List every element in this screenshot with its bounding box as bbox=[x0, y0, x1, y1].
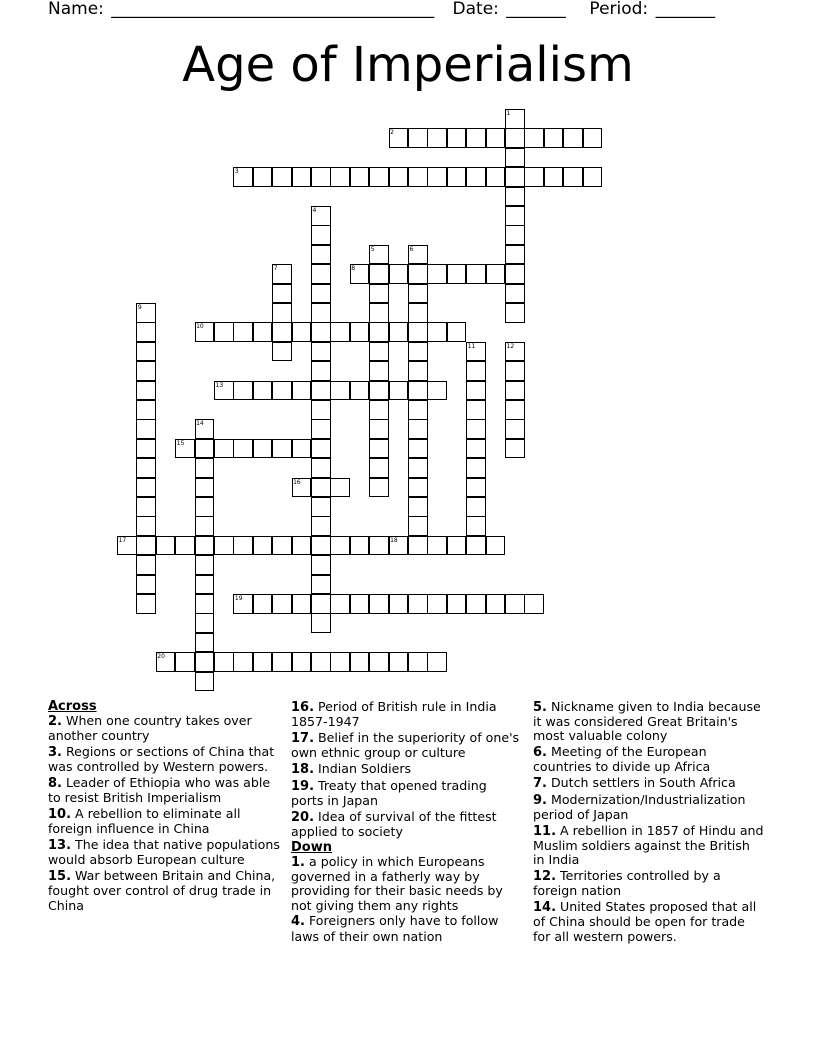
grid-cell[interactable] bbox=[466, 594, 486, 614]
grid-cell[interactable] bbox=[253, 381, 273, 401]
grid-cell[interactable] bbox=[136, 439, 156, 459]
grid-cell[interactable] bbox=[447, 128, 467, 148]
grid-cell[interactable] bbox=[136, 361, 156, 381]
grid-cell[interactable] bbox=[292, 322, 312, 342]
grid-cell[interactable] bbox=[311, 264, 331, 284]
grid-cell[interactable] bbox=[214, 536, 234, 556]
clue-number: 18. bbox=[291, 762, 315, 777]
grid-cell[interactable] bbox=[330, 478, 350, 498]
grid-cell[interactable] bbox=[408, 419, 428, 439]
grid-cell[interactable] bbox=[253, 594, 273, 614]
grid-cell[interactable] bbox=[330, 381, 350, 401]
grid-cell[interactable] bbox=[408, 128, 428, 148]
grid-cell[interactable] bbox=[369, 439, 389, 459]
grid-cell[interactable] bbox=[350, 536, 370, 556]
grid-cell[interactable] bbox=[156, 536, 176, 556]
grid-cell[interactable] bbox=[389, 594, 409, 614]
clue-item bbox=[48, 714, 280, 743]
grid-cell[interactable] bbox=[408, 536, 428, 556]
clue-item bbox=[48, 838, 280, 867]
clue-number: 19. bbox=[291, 778, 315, 794]
clue-number-12: 12 bbox=[506, 342, 515, 350]
grid-cell[interactable] bbox=[408, 167, 428, 187]
grid-cell[interactable] bbox=[486, 128, 506, 148]
grid-cell[interactable] bbox=[311, 245, 331, 265]
grid-cell[interactable] bbox=[311, 167, 331, 187]
clue-number: 4. bbox=[291, 914, 305, 930]
clue-text: a policy in which Europeans governed in a fatherly way by providing for their basic needs by not giving them any rights bbox=[291, 854, 503, 913]
clue-text: Territories controlled by a foreign nation bbox=[533, 868, 721, 899]
grid-cell[interactable] bbox=[389, 381, 409, 401]
clue-number-16: 16 bbox=[293, 478, 301, 486]
grid-cell[interactable] bbox=[311, 478, 331, 498]
clue-text: Modernization/Industrialization period of Japan bbox=[533, 792, 746, 823]
grid-cell[interactable] bbox=[505, 225, 525, 245]
grid-cell[interactable] bbox=[427, 652, 447, 672]
clue-text: A rebellion to eliminate all foreign influence in China bbox=[48, 806, 241, 837]
clue-text: The idea that native populations would absorb European culture bbox=[48, 837, 280, 868]
grid-cell[interactable] bbox=[136, 516, 156, 536]
grid-cell[interactable] bbox=[311, 497, 331, 517]
grid-cell[interactable] bbox=[505, 128, 525, 148]
grid-cell[interactable] bbox=[311, 303, 331, 323]
grid-cell[interactable] bbox=[408, 284, 428, 304]
clue-number: 1. bbox=[291, 855, 305, 870]
grid-cell[interactable] bbox=[427, 594, 447, 614]
grid-cell[interactable] bbox=[408, 497, 428, 517]
grid-cell[interactable] bbox=[292, 381, 312, 401]
grid-cell[interactable] bbox=[272, 303, 292, 323]
grid-cell[interactable] bbox=[195, 672, 215, 692]
grid-cell[interactable] bbox=[292, 652, 312, 672]
grid-cell[interactable] bbox=[136, 419, 156, 439]
clue-number: 13. bbox=[48, 838, 72, 854]
grid-cell[interactable] bbox=[330, 594, 350, 614]
grid-cell[interactable] bbox=[214, 652, 234, 672]
clue-number: 20. bbox=[291, 809, 315, 825]
grid-cell[interactable] bbox=[233, 322, 253, 342]
grid-cell[interactable] bbox=[466, 478, 486, 498]
grid-cell[interactable] bbox=[369, 419, 389, 439]
clue-item bbox=[291, 700, 523, 729]
grid-cell[interactable] bbox=[505, 245, 525, 265]
clue-text: United States proposed that all of China should be open for trade for all western powers. bbox=[533, 899, 757, 944]
grid-cell[interactable] bbox=[253, 167, 273, 187]
clue-number: 6. bbox=[533, 745, 547, 761]
grid-cell[interactable] bbox=[195, 497, 215, 517]
clue-item bbox=[533, 900, 765, 944]
grid-cell[interactable] bbox=[369, 536, 389, 556]
clue-item bbox=[291, 779, 523, 808]
clue-number: 3. bbox=[48, 745, 62, 761]
grid-cell[interactable] bbox=[214, 439, 234, 459]
grid-cell[interactable] bbox=[408, 400, 428, 420]
clue-number: 15. bbox=[48, 869, 72, 885]
grid-cell[interactable] bbox=[389, 652, 409, 672]
clue-number-13: 13 bbox=[215, 381, 224, 389]
grid-cell[interactable] bbox=[466, 361, 486, 381]
clue-text: War between Britain and China, fought over control of drug trade in China bbox=[48, 868, 276, 913]
clue-item bbox=[291, 914, 523, 943]
clue-number: 2. bbox=[48, 714, 62, 730]
clue-text: Regions or sections of China that was controlled by Western powers. bbox=[48, 744, 275, 775]
grid-cell[interactable] bbox=[369, 478, 389, 498]
clue-item bbox=[291, 855, 523, 913]
grid-cell[interactable] bbox=[544, 167, 564, 187]
clue-number: 8. bbox=[48, 776, 62, 792]
grid-cell[interactable] bbox=[311, 594, 331, 614]
grid-cell[interactable] bbox=[311, 575, 331, 595]
grid-cell[interactable] bbox=[272, 381, 292, 401]
grid-cell[interactable] bbox=[505, 148, 525, 168]
clue-text: A rebellion in 1857 of Hindu and Muslim soldiers against the British in India bbox=[533, 823, 764, 868]
clue-number-10: 10 bbox=[196, 323, 204, 331]
clue-number-9: 9 bbox=[137, 304, 142, 311]
grid-cell[interactable] bbox=[369, 400, 389, 420]
grid-cell[interactable] bbox=[311, 439, 331, 459]
grid-cell[interactable] bbox=[311, 458, 331, 478]
grid-cell[interactable] bbox=[505, 400, 525, 420]
grid-cell[interactable] bbox=[486, 536, 506, 556]
clue-item bbox=[533, 745, 765, 774]
grid-cell[interactable] bbox=[136, 575, 156, 595]
clue-number-6: 6 bbox=[409, 245, 414, 253]
clue-number: 5. bbox=[533, 700, 547, 715]
grid-cell[interactable] bbox=[350, 167, 370, 187]
grid-cell[interactable] bbox=[427, 128, 447, 148]
clue-text: Foreigners only have to follow laws of their own nation bbox=[291, 913, 499, 944]
clue-item bbox=[48, 807, 280, 836]
grid-cell[interactable] bbox=[136, 381, 156, 401]
grid-cell[interactable] bbox=[272, 536, 292, 556]
grid-cell[interactable] bbox=[369, 458, 389, 478]
grid-cell[interactable] bbox=[408, 594, 428, 614]
clue-text: Meeting of the European countries to divide up Africa bbox=[533, 744, 711, 775]
grid-cell[interactable] bbox=[253, 322, 273, 342]
grid-cell[interactable] bbox=[583, 167, 603, 187]
clue-number-19: 19 bbox=[234, 595, 243, 602]
grid-cell[interactable] bbox=[311, 536, 331, 556]
period-field[interactable]: _______ bbox=[655, 0, 716, 19]
clues-column-3 bbox=[533, 700, 765, 945]
clue-number-2: 2 bbox=[390, 129, 394, 137]
clue-item bbox=[533, 700, 765, 744]
grid-cell[interactable] bbox=[311, 652, 331, 672]
date-label: Date: bbox=[452, 0, 499, 19]
grid-cell[interactable] bbox=[253, 536, 273, 556]
clue-item bbox=[291, 762, 523, 777]
clue-number-18: 18 bbox=[390, 536, 398, 544]
grid-cell[interactable] bbox=[272, 284, 292, 304]
grid-cell[interactable] bbox=[369, 284, 389, 304]
grid-cell[interactable] bbox=[136, 458, 156, 478]
grid-cell[interactable] bbox=[233, 652, 253, 672]
grid-cell[interactable] bbox=[544, 128, 564, 148]
grid-cell[interactable] bbox=[447, 594, 467, 614]
grid-cell[interactable] bbox=[195, 536, 215, 556]
clue-number-15: 15 bbox=[176, 439, 185, 447]
clue-number-3: 3 bbox=[234, 168, 239, 176]
clue-number: 11. bbox=[533, 824, 557, 839]
clue-number-5: 5 bbox=[370, 245, 375, 253]
grid-cell[interactable] bbox=[311, 419, 331, 439]
grid-cell[interactable] bbox=[408, 516, 428, 536]
grid-cell[interactable] bbox=[214, 322, 234, 342]
period-label: Period: bbox=[589, 0, 649, 19]
grid-cell[interactable] bbox=[505, 187, 525, 207]
grid-cell[interactable] bbox=[524, 128, 544, 148]
grid-cell[interactable] bbox=[330, 536, 350, 556]
grid-cell[interactable] bbox=[408, 458, 428, 478]
clue-text: When one country takes over another country bbox=[48, 713, 252, 744]
clue-text: Dutch settlers in South Africa bbox=[546, 775, 736, 791]
grid-cell[interactable] bbox=[466, 439, 486, 459]
clue-text: Nickname given to India because it was considered Great Britain's most valuable colony bbox=[533, 699, 761, 744]
clue-text: Idea of survival of the fittest applied to society bbox=[291, 808, 497, 839]
grid-cell[interactable] bbox=[408, 303, 428, 323]
grid-cell[interactable] bbox=[369, 381, 389, 401]
grid-cell[interactable] bbox=[505, 264, 525, 284]
grid-cell[interactable] bbox=[447, 322, 467, 342]
grid-cell[interactable] bbox=[272, 167, 292, 187]
grid-cell[interactable] bbox=[350, 381, 370, 401]
grid-cell[interactable] bbox=[408, 322, 428, 342]
grid-cell[interactable] bbox=[408, 439, 428, 459]
grid-cell[interactable] bbox=[408, 264, 428, 284]
grid-cell[interactable] bbox=[466, 264, 486, 284]
clue-number-1: 1 bbox=[506, 110, 511, 117]
grid-cell[interactable] bbox=[311, 322, 331, 342]
clue-number: 12. bbox=[533, 869, 557, 885]
grid-cell[interactable] bbox=[505, 419, 525, 439]
clue-number: 16. bbox=[291, 700, 315, 715]
grid-cell[interactable] bbox=[330, 322, 350, 342]
date-field[interactable]: _______ bbox=[506, 0, 566, 19]
clue-item bbox=[533, 793, 765, 822]
grid-cell[interactable] bbox=[350, 322, 370, 342]
grid-cell[interactable] bbox=[486, 594, 506, 614]
grid-cell[interactable] bbox=[427, 536, 447, 556]
grid-cell[interactable] bbox=[292, 167, 312, 187]
grid-cell[interactable] bbox=[136, 400, 156, 420]
clue-number: 14. bbox=[533, 900, 557, 916]
grid-cell[interactable] bbox=[466, 128, 486, 148]
name-field[interactable]: ______________________________________ bbox=[111, 0, 435, 19]
grid-cell[interactable] bbox=[233, 536, 253, 556]
clue-item bbox=[291, 731, 523, 760]
grid-cell[interactable] bbox=[253, 652, 273, 672]
grid-cell[interactable] bbox=[505, 284, 525, 304]
grid-cell[interactable] bbox=[563, 128, 583, 148]
page-title: Age of Imperialism bbox=[182, 37, 634, 93]
grid-cell[interactable] bbox=[408, 381, 428, 401]
grid-cell[interactable] bbox=[466, 497, 486, 517]
grid-cell[interactable] bbox=[195, 439, 215, 459]
clue-number: 10. bbox=[48, 807, 72, 823]
clue-item bbox=[48, 869, 280, 913]
grid-cell[interactable] bbox=[427, 381, 447, 401]
grid-cell[interactable] bbox=[563, 167, 583, 187]
clue-text: Leader of Ethiopia who was able to resist British Imperialism bbox=[48, 775, 271, 806]
grid-cell[interactable] bbox=[427, 167, 447, 187]
grid-cell[interactable] bbox=[330, 652, 350, 672]
grid-cell[interactable] bbox=[195, 594, 215, 614]
grid-cell[interactable] bbox=[272, 322, 292, 342]
grid-cell[interactable] bbox=[292, 439, 312, 459]
clue-text: Period of British rule in India 1857-1947 bbox=[291, 699, 497, 730]
grid-cell[interactable] bbox=[253, 439, 273, 459]
grid-cell[interactable] bbox=[369, 322, 389, 342]
grid-cell[interactable] bbox=[505, 381, 525, 401]
grid-cell[interactable] bbox=[311, 361, 331, 381]
grid-cell[interactable] bbox=[195, 458, 215, 478]
down-heading: Down bbox=[291, 839, 332, 855]
clue-number: 17. bbox=[291, 731, 315, 746]
grid-cell[interactable] bbox=[272, 594, 292, 614]
grid-cell[interactable] bbox=[427, 264, 447, 284]
clue-text: Belief in the superiority of one's own ethnic group or culture bbox=[291, 730, 520, 761]
grid-cell[interactable] bbox=[505, 303, 525, 323]
grid-cell[interactable] bbox=[311, 225, 331, 245]
grid-cell[interactable] bbox=[330, 167, 350, 187]
grid-cell[interactable] bbox=[136, 497, 156, 517]
clue-number-20: 20 bbox=[157, 653, 165, 661]
grid-cell[interactable] bbox=[195, 652, 215, 672]
grid-cell[interactable] bbox=[408, 652, 428, 672]
grid-cell[interactable] bbox=[136, 478, 156, 498]
grid-cell[interactable] bbox=[136, 555, 156, 575]
grid-cell[interactable] bbox=[136, 342, 156, 362]
grid-cell[interactable] bbox=[369, 361, 389, 381]
across-heading: Across bbox=[48, 699, 97, 714]
grid-cell[interactable] bbox=[389, 322, 409, 342]
grid-cell[interactable] bbox=[369, 167, 389, 187]
clue-number: 7. bbox=[533, 776, 547, 792]
grid-cell[interactable] bbox=[447, 264, 467, 284]
grid-cell[interactable] bbox=[505, 361, 525, 381]
grid-cell[interactable] bbox=[408, 342, 428, 362]
grid-cell[interactable] bbox=[369, 652, 389, 672]
grid-cell[interactable] bbox=[233, 381, 253, 401]
grid-cell[interactable] bbox=[466, 381, 486, 401]
grid-cell[interactable] bbox=[466, 458, 486, 478]
grid-cell[interactable] bbox=[195, 575, 215, 595]
clue-item bbox=[48, 745, 280, 774]
grid-cell[interactable] bbox=[466, 167, 486, 187]
grid-cell[interactable] bbox=[195, 478, 215, 498]
grid-cell[interactable] bbox=[272, 342, 292, 362]
grid-cell[interactable] bbox=[369, 342, 389, 362]
grid-cell[interactable] bbox=[175, 652, 195, 672]
grid-cell[interactable] bbox=[136, 594, 156, 614]
grid-cell[interactable] bbox=[389, 167, 409, 187]
grid-cell[interactable] bbox=[505, 594, 525, 614]
clue-number-17: 17 bbox=[118, 536, 127, 544]
grid-cell[interactable] bbox=[195, 633, 215, 653]
grid-cell[interactable] bbox=[369, 264, 389, 284]
grid-cell[interactable] bbox=[466, 536, 486, 556]
grid-cell[interactable] bbox=[369, 594, 389, 614]
grid-cell[interactable] bbox=[583, 128, 603, 148]
clue-item bbox=[291, 810, 523, 839]
grid-cell[interactable] bbox=[311, 555, 331, 575]
grid-cell[interactable] bbox=[486, 264, 506, 284]
grid-cell[interactable] bbox=[466, 400, 486, 420]
grid-cell[interactable] bbox=[311, 613, 331, 633]
grid-cell[interactable] bbox=[311, 516, 331, 536]
grid-cell[interactable] bbox=[369, 303, 389, 323]
clue-number-7: 7 bbox=[273, 265, 278, 273]
grid-cell[interactable] bbox=[505, 439, 525, 459]
clues-column-2 bbox=[291, 700, 523, 945]
clue-number-4: 4 bbox=[312, 207, 317, 214]
grid-cell[interactable] bbox=[427, 322, 447, 342]
grid-cell[interactable] bbox=[466, 516, 486, 536]
grid-cell[interactable] bbox=[447, 536, 467, 556]
grid-cell[interactable] bbox=[447, 167, 467, 187]
grid-cell[interactable] bbox=[311, 400, 331, 420]
grid-cell[interactable] bbox=[524, 594, 544, 614]
grid-cell[interactable] bbox=[505, 206, 525, 226]
grid-cell[interactable] bbox=[486, 167, 506, 187]
grid-cell[interactable] bbox=[311, 284, 331, 304]
clue-text: Indian Soldiers bbox=[314, 761, 412, 776]
clue-item bbox=[48, 776, 280, 805]
grid-cell[interactable] bbox=[195, 516, 215, 536]
grid-cell[interactable] bbox=[175, 536, 195, 556]
grid-cell[interactable] bbox=[233, 439, 253, 459]
grid-cell[interactable] bbox=[136, 322, 156, 342]
clue-item bbox=[533, 824, 765, 868]
grid-cell[interactable] bbox=[292, 594, 312, 614]
grid-cell[interactable] bbox=[389, 264, 409, 284]
clue-item bbox=[533, 869, 765, 898]
clue-number: 9. bbox=[533, 793, 547, 808]
grid-cell[interactable] bbox=[136, 536, 156, 556]
clue-number-14: 14 bbox=[196, 420, 204, 428]
grid-cell[interactable] bbox=[195, 613, 215, 633]
grid-cell[interactable] bbox=[272, 652, 292, 672]
grid-cell[interactable] bbox=[195, 555, 215, 575]
grid-cell[interactable] bbox=[272, 439, 292, 459]
grid-cell[interactable] bbox=[505, 167, 525, 187]
name-label: Name: bbox=[48, 0, 104, 19]
clue-number-8: 8 bbox=[351, 265, 356, 273]
grid-cell[interactable] bbox=[408, 478, 428, 498]
grid-cell[interactable] bbox=[408, 361, 428, 381]
grid-cell[interactable] bbox=[466, 419, 486, 439]
grid-cell[interactable] bbox=[524, 167, 544, 187]
grid-cell[interactable] bbox=[311, 342, 331, 362]
grid-cell[interactable] bbox=[350, 652, 370, 672]
clue-item bbox=[533, 776, 765, 791]
grid-cell[interactable] bbox=[292, 536, 312, 556]
clue-text: Treaty that opened trading ports in Japan bbox=[291, 777, 487, 808]
grid-cell[interactable] bbox=[311, 381, 331, 401]
grid-cell[interactable] bbox=[350, 594, 370, 614]
clue-number-11: 11 bbox=[467, 342, 476, 350]
clues-column-1 bbox=[48, 700, 280, 914]
